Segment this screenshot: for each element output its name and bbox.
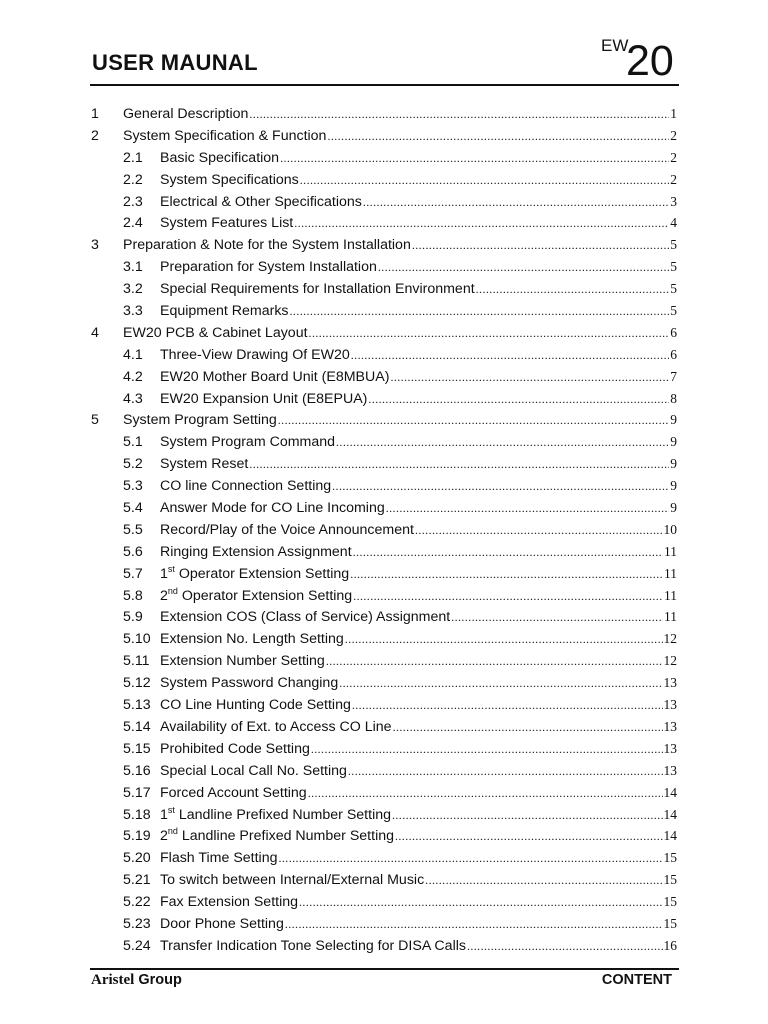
toc-entry[interactable]	[91, 519, 677, 541]
toc-entry-title: Three-View Drawing Of EW20	[160, 346, 350, 363]
toc-entry-title	[160, 826, 394, 848]
toc-dot-leader	[294, 213, 669, 235]
toc-entry-page: 13	[663, 718, 677, 734]
toc-entry[interactable]	[91, 694, 677, 716]
toc-entry-number: 5.17	[123, 784, 151, 801]
toc-entry[interactable]	[91, 344, 677, 366]
toc-dot-leader	[392, 805, 663, 827]
toc-dot-leader	[285, 914, 663, 936]
toc-entry-number: 4.3	[123, 390, 143, 407]
toc-entry-page: 1	[670, 106, 677, 121]
toc-entry[interactable]	[91, 234, 677, 256]
toc-dot-leader	[363, 192, 669, 214]
toc-entry-title: Preparation & Note for the System Installation	[123, 237, 411, 254]
toc-entry-page: 15	[663, 915, 677, 931]
toc-entry-page: 8	[670, 390, 677, 406]
toc-dot-leader	[249, 104, 669, 126]
toc-entry-page: 2	[670, 127, 677, 143]
toc-entry-number: 1	[91, 106, 99, 122]
toc-entry-title: Ringing Extension Assignment	[160, 543, 352, 560]
toc-entry-number: 5.19	[123, 828, 151, 845]
toc-dot-leader	[353, 542, 663, 564]
toc-dot-leader	[476, 279, 670, 301]
toc-entry-number: 3	[91, 237, 99, 254]
toc-entry-page: 11	[664, 543, 677, 559]
toc-entry[interactable]	[91, 935, 677, 957]
toc-entry-title: Record/Play of the Voice Announcement	[160, 521, 414, 538]
toc-dot-leader	[279, 848, 663, 870]
toc-entry[interactable]	[91, 606, 677, 628]
toc-entry-title: System Program Setting	[123, 412, 277, 429]
toc-entry-page: 11	[664, 587, 677, 603]
toc-entry[interactable]	[91, 672, 677, 694]
toc-entry-page: 15	[663, 872, 677, 888]
toc-dot-leader	[467, 936, 663, 958]
toc-entry-number: 5.20	[123, 850, 151, 867]
toc-entry-page: 3	[670, 193, 677, 209]
toc-entry-title	[160, 805, 391, 827]
toc-entry[interactable]	[91, 475, 677, 497]
toc-entry-number: 5.12	[123, 675, 151, 692]
toc-entry[interactable]	[91, 650, 677, 672]
toc-entry[interactable]	[91, 431, 677, 453]
toc-entry-number: 5.6	[123, 543, 143, 560]
toc-entry-title: Transfer Indication Tone Selecting for DISA Calls	[160, 937, 466, 954]
toc-entry-page: 6	[670, 324, 677, 340]
table-of-contents	[91, 103, 677, 957]
toc-entry[interactable]	[91, 409, 677, 431]
toc-entry-number: 5.14	[123, 718, 151, 735]
toc-entry-page: 5	[670, 303, 677, 319]
toc-dot-leader	[332, 476, 669, 498]
toc-entry-page: 5	[670, 237, 677, 253]
toc-dot-leader	[412, 235, 669, 257]
toc-entry-number: 5.8	[123, 587, 143, 604]
toc-entry-title: Forced Account Setting	[160, 784, 307, 801]
toc-entry-page: 13	[663, 740, 677, 756]
footer-brand	[91, 972, 182, 989]
toc-entry-page: 4	[670, 215, 677, 231]
toc-entry-number: 5.13	[123, 697, 151, 714]
toc-entry-number: 5.16	[123, 762, 151, 779]
toc-entry-number: 5.5	[123, 521, 143, 538]
toc-entry-ordinal: 2	[160, 828, 168, 845]
toc-entry[interactable]	[91, 366, 677, 388]
toc-entry-page: 15	[663, 850, 677, 866]
toc-entry-page: 13	[663, 697, 677, 713]
toc-entry[interactable]	[91, 847, 677, 869]
toc-entry-page: 2	[670, 171, 677, 187]
footer-brand-group: Group	[138, 972, 182, 988]
toc-entry-number: 2	[91, 127, 99, 144]
toc-entry-title: Extension Number Setting	[160, 653, 325, 670]
toc-entry-title: Basic Specification	[160, 149, 280, 166]
toc-dot-leader	[353, 586, 663, 608]
toc-entry-title-text: Landline Prefixed Number Setting	[177, 828, 394, 845]
toc-dot-leader	[339, 673, 662, 695]
toc-entry-ordinal: 1	[160, 565, 168, 582]
toc-entry-title-text: Operator Extension Setting	[174, 565, 350, 582]
toc-entry-number: 4.1	[123, 346, 143, 363]
toc-entry-title: System Program Command	[160, 434, 336, 451]
toc-entry-ordinal-suffix: nd	[167, 826, 178, 837]
toc-dot-leader	[309, 323, 670, 345]
toc-entry-page: 14	[663, 784, 677, 800]
toc-dot-leader	[350, 564, 663, 586]
toc-entry-number: 5.10	[123, 631, 151, 648]
toc-entry-title: Special Requirements for Installation Environment	[160, 281, 475, 298]
toc-entry[interactable]	[91, 804, 677, 826]
toc-dot-leader	[327, 126, 669, 148]
toc-entry-number: 5.4	[123, 500, 143, 517]
toc-entry-page: 10	[663, 521, 677, 537]
toc-dot-leader	[393, 717, 663, 739]
toc-entry-number: 3.3	[123, 303, 143, 320]
toc-dot-leader	[280, 148, 669, 170]
footer-rule	[90, 968, 679, 970]
toc-entry-page: 11	[664, 609, 677, 625]
toc-entry-number: 2.2	[123, 171, 143, 188]
toc-entry-title: CO line Connection Setting	[160, 478, 332, 495]
toc-entry-number: 3.1	[123, 259, 143, 276]
toc-entry-ordinal-suffix: st	[167, 804, 175, 815]
toc-entry-ordinal: 1	[160, 806, 168, 823]
toc-entry-page: 14	[663, 806, 677, 822]
toc-entry-title: Prohibited Code Setting	[160, 740, 310, 757]
toc-entry[interactable]	[91, 760, 677, 782]
toc-entry-title: Extension COS (Class of Service) Assignment	[160, 609, 451, 626]
toc-entry[interactable]	[91, 169, 677, 191]
toc-entry-ordinal-suffix: st	[167, 563, 175, 574]
toc-entry-page: 12	[663, 653, 677, 669]
toc-dot-leader	[351, 345, 669, 367]
toc-entry[interactable]	[91, 278, 677, 300]
toc-entry-number: 5.1	[123, 434, 143, 451]
toc-entry[interactable]	[91, 125, 677, 147]
toc-entry-page: 12	[663, 631, 677, 647]
toc-entry-number: 4.2	[123, 368, 143, 385]
page-title: USER MAUNAL	[92, 50, 258, 75]
toc-entry-title: Answer Mode for CO Line Incoming	[160, 500, 385, 517]
toc-entry[interactable]	[91, 716, 677, 738]
toc-entry-number: 5.22	[123, 894, 151, 911]
toc-entry-title: System Features List	[160, 215, 294, 232]
toc-entry-page: 11	[664, 565, 677, 581]
toc-entry-title: System Reset	[160, 456, 249, 473]
toc-entry[interactable]	[91, 256, 677, 278]
toc-entry-number: 5.2	[123, 456, 143, 473]
toc-entry-number: 5.23	[123, 915, 151, 932]
toc-entry-title-text: Operator Extension Setting	[177, 587, 353, 604]
toc-dot-leader	[425, 870, 662, 892]
toc-entry-page: 13	[663, 762, 677, 778]
toc-entry-page: 5	[670, 259, 677, 275]
toc-entry-title: EW20 PCB & Cabinet Layout	[123, 324, 308, 341]
toc-entry[interactable]	[91, 388, 677, 410]
toc-entry-title: CO Line Hunting Code Setting	[160, 697, 351, 714]
toc-dot-leader	[415, 520, 663, 542]
toc-entry[interactable]	[91, 628, 677, 650]
toc-entry-title: EW20 Mother Board Unit (E8MBUA)	[160, 368, 390, 385]
toc-entry-title: EW20 Expansion Unit (E8EPUA)	[160, 390, 368, 407]
toc-dot-leader	[368, 389, 669, 411]
toc-entry[interactable]	[91, 738, 677, 760]
toc-entry-title: Special Local Call No. Setting	[160, 762, 347, 779]
toc-entry[interactable]	[91, 913, 677, 935]
toc-entry-number: 5.21	[123, 872, 151, 889]
toc-entry-page: 9	[670, 412, 677, 428]
toc-entry-page: 5	[670, 281, 677, 297]
toc-entry-title: System Specification & Function	[123, 127, 327, 144]
toc-dot-leader	[378, 257, 669, 279]
toc-entry-number: 5.3	[123, 478, 143, 495]
toc-entry-number: 5	[91, 412, 99, 429]
toc-entry[interactable]	[91, 191, 677, 213]
toc-entry-title-text: Landline Prefixed Number Setting	[174, 806, 391, 823]
toc-dot-leader	[300, 170, 669, 192]
toc-dot-leader	[348, 761, 663, 783]
footer-section-label: CONTENT	[601, 972, 672, 988]
toc-entry-title: Flash Time Setting	[160, 850, 278, 867]
toc-dot-leader	[352, 695, 663, 717]
toc-entry-title: Door Phone Setting	[160, 915, 284, 932]
toc-entry-number: 5.9	[123, 609, 143, 626]
toc-entry-page: 9	[670, 434, 677, 450]
toc-entry-page: 2	[670, 149, 677, 165]
toc-entry[interactable]	[91, 585, 677, 607]
toc-entry-number: 5.11	[123, 653, 150, 670]
toc-dot-leader	[395, 826, 663, 848]
toc-entry-page: 14	[663, 828, 677, 844]
toc-dot-leader	[390, 367, 669, 389]
toc-dot-leader	[451, 607, 663, 629]
toc-entry[interactable]	[91, 891, 677, 913]
toc-entry-page: 7	[670, 368, 677, 384]
toc-entry-title: System Password Changing	[160, 675, 339, 692]
toc-entry-title: Preparation for System Installation	[160, 259, 377, 276]
toc-entry[interactable]	[91, 782, 677, 804]
toc-entry-number: 4	[91, 324, 99, 341]
toc-dot-leader	[386, 498, 670, 520]
toc-dot-leader	[278, 410, 669, 432]
toc-entry-title: To switch between Internal/External Music	[160, 872, 425, 889]
footer-brand-name: Aristel	[91, 972, 135, 988]
toc-entry-title: Extension No. Length Setting	[160, 631, 344, 648]
toc-entry[interactable]	[91, 563, 677, 585]
toc-entry[interactable]	[91, 322, 677, 344]
toc-entry[interactable]	[91, 212, 677, 234]
toc-entry-number: 2.4	[123, 215, 143, 232]
toc-entry-page: 13	[663, 675, 677, 691]
toc-dot-leader	[290, 301, 670, 323]
toc-dot-leader	[326, 651, 663, 673]
toc-entry-number: 5.7	[123, 565, 143, 582]
toc-entry-number: 2.3	[123, 193, 143, 210]
toc-entry-number: 5.15	[123, 740, 151, 757]
toc-entry-number: 2.1	[123, 149, 143, 166]
toc-entry-title: General Description	[123, 106, 249, 122]
toc-dot-leader	[308, 783, 663, 805]
toc-entry-title: Availability of Ext. to Access CO Line	[160, 718, 392, 735]
toc-entry[interactable]	[91, 825, 677, 847]
toc-entry[interactable]	[91, 103, 677, 125]
header-rule	[90, 84, 679, 86]
toc-dot-leader	[336, 432, 669, 454]
toc-entry[interactable]	[91, 869, 677, 891]
toc-entry-number: 5.18	[123, 806, 151, 823]
toc-entry-page: 6	[670, 346, 677, 362]
logo-main-text: 20	[626, 37, 674, 85]
toc-entry-page: 9	[670, 456, 677, 472]
toc-entry-title: Fax Extension Setting	[160, 894, 299, 911]
toc-entry-page: 15	[663, 894, 677, 910]
toc-entry-number: 5.24	[123, 937, 151, 954]
toc-dot-leader	[249, 454, 669, 476]
toc-entry-title	[160, 586, 352, 608]
toc-dot-leader	[345, 629, 663, 651]
logo-superscript: EW	[601, 36, 629, 55]
toc-entry[interactable]	[91, 453, 677, 475]
toc-dot-leader	[299, 892, 662, 914]
toc-entry-ordinal-suffix: nd	[167, 585, 178, 596]
product-logo	[601, 36, 681, 86]
toc-entry-title: System Specifications	[160, 171, 299, 188]
toc-entry-title: Electrical & Other Specifications	[160, 193, 362, 210]
toc-entry[interactable]	[91, 497, 677, 519]
toc-dot-leader	[311, 739, 663, 761]
toc-entry[interactable]	[91, 147, 677, 169]
toc-entry[interactable]	[91, 541, 677, 563]
toc-entry-ordinal: 2	[160, 587, 168, 604]
toc-entry-page: 16	[663, 937, 677, 953]
toc-entry-number: 3.2	[123, 281, 143, 298]
toc-entry-page: 9	[670, 500, 677, 516]
toc-entry[interactable]	[91, 300, 677, 322]
toc-entry-title	[160, 564, 349, 586]
toc-entry-title: Equipment Remarks	[160, 303, 289, 320]
toc-entry-page: 9	[670, 478, 677, 494]
